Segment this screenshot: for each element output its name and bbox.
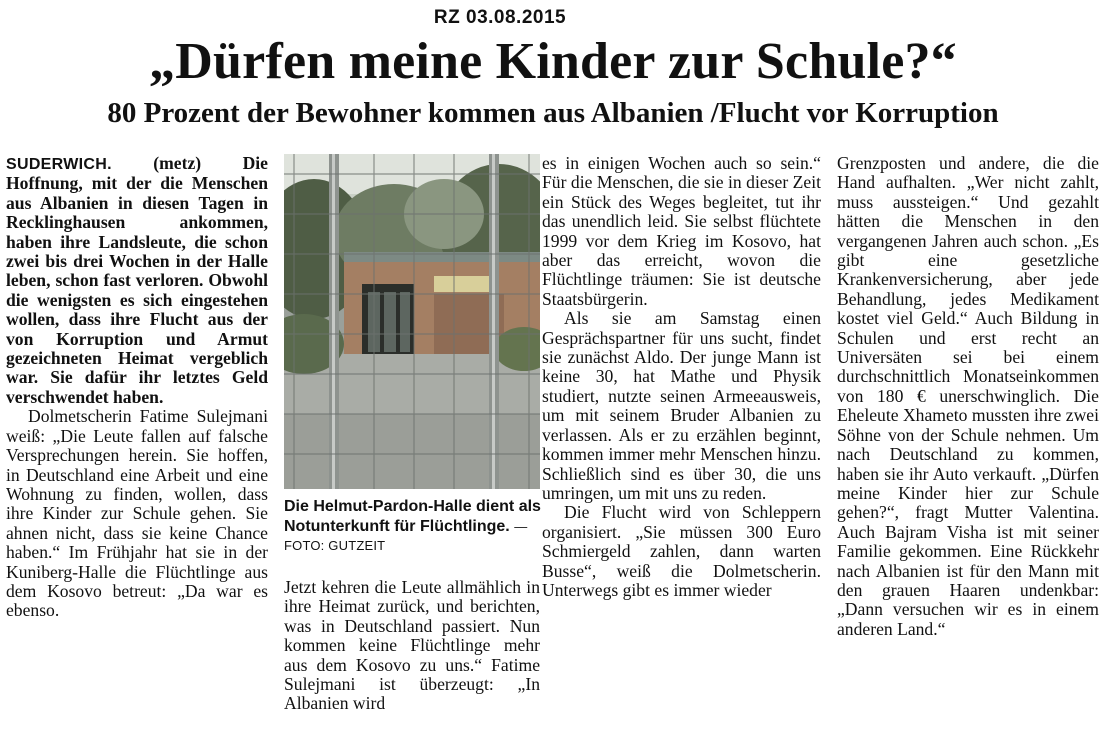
placeline: SUDERWICH. [6,156,112,173]
photo-caption [284,497,546,556]
body-paragraph: Jetzt kehren die Leute allmählich in ihre Heimat zurück, und berichten, was in Deutschland passiert. Nun kommen keine Flüchtlinge mehr aus dem Kosovo zu uns.“ Fatime Sulejmani ist überzeugt: „In Albanien wird [284,577,540,714]
body-paragraph: Die Flucht wird von Schleppern organisiert. „Sie müssen 300 Euro Schmiergeld zahlen, dann warten Busse“, weiß die Dolmetscherin. Unterwegs gibt es immer wieder [542,502,821,600]
article-column-2 [284,578,540,714]
article-column-4 [837,154,1099,639]
lead-text: (metz) Die Hoffnung, mit der die Menschen aus Albanien in diesen Tagen in Recklinghausen ankommen, haben ihre Landsleute, die schon zwei bis drei Wochen in der Halle leben, schon fast verloren. Obwohl die wenigsten es sich eingestehen wollen, dass ihre Flucht aus der von Korruption und Armut gezeichneten Heimat vergeblich war. Sie dafür ihr letztes Geld verschwendet haben. [6,153,268,407]
article-column-1 [6,154,268,621]
photo-helmut-pardon-halle [284,154,540,489]
lead-paragraph [6,154,268,407]
dateline: RZ 03.08.2015 [433,7,567,28]
photo-illustration [284,154,540,489]
article-column-3 [542,154,821,600]
headline: „Dürfen meine Kinder zur Schule?“ [149,33,957,90]
body-paragraph: Dolmetscherin Fatime Sulejmani weiß: „Die Leute fallen auf falsche Versprechungen herein. Sie hoffen, in Deutschland eine Arbeit und eine Wohnung zu finden, wollen, dass ihre Kinder zur Schule gehen. Sie ahnen nicht, dass sie keine Chance haben.“ Im Frühjahr hat sie in der Kuniberg-Halle die Flüchtlinge aus dem Kosovo betreut: „Da war es ebenso. [6,406,268,621]
body-paragraph: Als sie am Samstag einen Gesprächspartner für uns sucht, findet sie zunächst Aldo. Der junge Mann ist keine 30, hat Mathe und Physik studiert, nutzte seinen Armeeausweis, um mit seinem Bruder Albanien zu verlassen. Als er zu erzählen beginnt, kommen immer mehr Menschen hinzu. Schließlich sind es über 30, die uns umringen, um mit uns zu reden. [542,308,821,503]
body-paragraph: es in einigen Wochen auch so sein.“ Für die Menschen, die sie in dieser Zeit ein Stück des Weges begleitet, tut ihr das unendlich leid. Sie selbst flüchtete 1999 vor dem Krieg im Kosovo, hat aber das erreicht, wovon die Flüchtlinge träumen: Sie ist deutsche Staatsbürgerin. [542,153,821,309]
subheadline: 80 Prozent der Bewohner kommen aus Albanien /Flucht vor Korruption [107,97,999,129]
body-paragraph: Grenzposten und andere, die die Hand aufhalten. „Wer nicht zahlt, muss aussteigen.“ Und gezahlt hätten die Menschen in den vergangenen Jahren auch schon. „Es gibt eine gesetzliche Krankenversicherung, aber jede Behandlung, jedes Medikament kostet viel Geld.“ Auch Bildung in Schulen und erst recht an Universäten sei bei einem durchschnittlich Monatseinkommen von 180 € unerschwinglich. Die Eheleute Xhameto mussten ihre zwei Söhne von der Schule nehmen. Um nach Deutschland zu kommen, haben sie ihr Auto verkauft. „Dürfen meine Kinder hier zur Schule gehen?“, fragt Mutter Valentina. Auch Bajram Visha ist mit seiner Familie gekommen. Eine Rückkehr nach Albanien ist für den Mann mit den grauen Haaren undenkbar: „Dann versuchen wir es in einem anderen Land.“ [837,153,1099,639]
caption-text: Die Helmut-Pardon-Halle dient als Notunterkunft für Flüchtlinge. [284,498,541,535]
photo-credit: —FOTO: GUTZEIT [284,518,528,553]
